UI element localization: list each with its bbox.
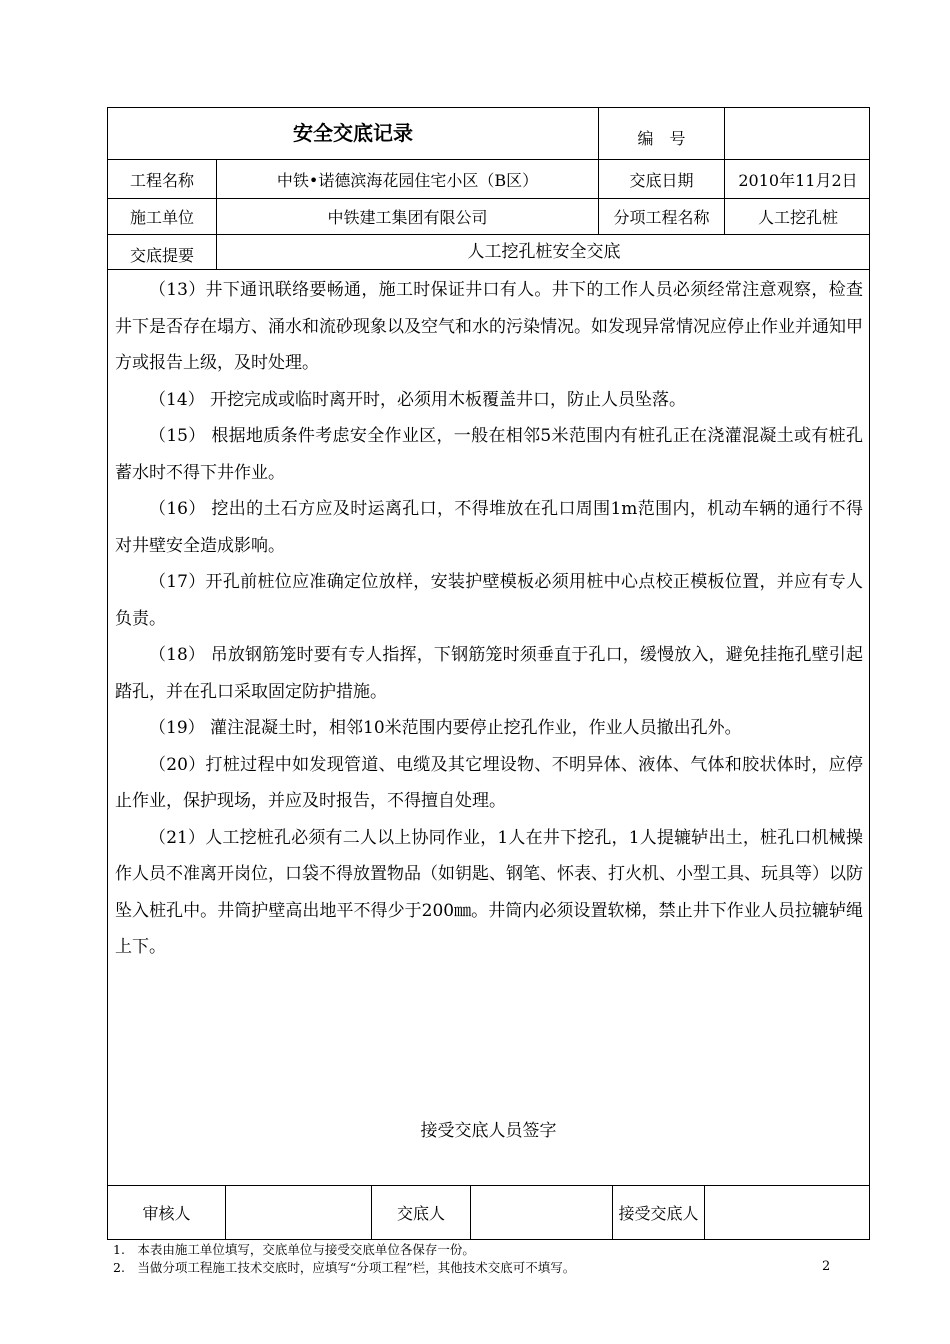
title-row	[108, 108, 869, 160]
project-name-label: 工程名称	[129, 170, 194, 190]
signature-row	[108, 1185, 869, 1239]
reviewer-label: 审核人	[142, 1204, 191, 1223]
page-number: 2	[822, 1259, 831, 1274]
project-name-value[interactable]: 中铁•诺德滨海花园住宅小区（B区）	[216, 160, 598, 198]
paragraph-20: （20）打桩过程中如发现管道、电缆及其它埋设物、不明异体、液体、气体和胶状体时，应停止作业，保护现场，并应及时报告，不得擅自处理。	[115, 754, 863, 811]
paragraph-16: （16） 挖出的土石方应及时运离孔口，不得堆放在孔口周围1m范围内，机动车辆的通行不得对井壁安全造成影响。	[115, 499, 863, 556]
paragraph-14: （14） 开挖完成或临时离开时，必须用木板覆盖井口，防止人员坠落。	[149, 389, 687, 410]
sub-project-label: 分项工程名称	[598, 199, 724, 234]
receiver-label: 接受交底人	[612, 1186, 704, 1239]
paragraph-19: （19） 灌注混凝土时，相邻10米范围内要停止挖孔作业，作业人员撤出孔外。	[149, 718, 742, 738]
project-row	[108, 160, 869, 199]
summary-row	[108, 235, 869, 270]
receiver-value[interactable]	[704, 1186, 871, 1239]
note-1: 1. 本表由施工单位填写，交底单位与接受交底单位各保存一份。	[113, 1242, 475, 1257]
disclosure-record-form	[107, 107, 870, 1240]
paragraph-21: （21）人工挖桩孔必须有二人以上协同作业，1人在井下挖孔，1人提辘轳出土，桩孔口机械操作人员不准离开岗位，口袋不得放置物品（如钥匙、钢笔、怀表、打火机、小型工具、玩具等）以防坠入桩孔中。井筒护壁高出地平不得少于200㎜。井筒内必须设置软梯，禁止井下作业人员拉辘轳绳上下。	[115, 827, 863, 957]
sub-project-value[interactable]: 人工挖孔桩	[724, 199, 871, 234]
paragraph-13: （13）井下通讯联络要畅通，施工时保证井口有人。井下的工作人员必须经常注意观察，检查井下是否存在塌方、涌水和流砂现象以及空气和水的污染情况。如发现异常情况应停止作业并通知甲方或报告上级，及时处理。	[115, 280, 863, 373]
contractor-row	[108, 199, 869, 235]
number-value[interactable]	[724, 108, 871, 159]
contractor-value[interactable]: 中铁建工集团有限公司	[216, 199, 598, 234]
paragraph-15: （15） 根据地质条件考虑安全作业区，一般在相邻5米范围内有桩孔正在浇灌混凝土或有桩孔蓄水时不得下井作业。	[115, 426, 863, 483]
note-2: 2. 当做分项工程施工技术交底时，应填写“分项工程”栏，其他技术交底可不填写。	[113, 1260, 576, 1275]
reviewer-value[interactable]	[225, 1186, 371, 1239]
paragraph-17: （17）开孔前桩位应准确定位放样，安装护壁模板必须用桩中心点校正模板位置，并应有专人负责。	[115, 572, 863, 629]
form-title: 安全交底记录	[293, 121, 413, 145]
summary-value[interactable]: 人工挖孔桩安全交底	[216, 235, 871, 269]
signature-label: 接受交底人员签字	[420, 1121, 557, 1141]
date-value[interactable]: 2010年11月2日	[724, 160, 871, 198]
discloser-label: 交底人	[371, 1186, 470, 1239]
date-label: 交底日期	[598, 160, 724, 198]
paragraph-18: （18） 吊放钢筋笼时要有专人指挥，下钢筋笼时须垂直于孔口，缓慢放入，避免挂拖孔壁引起踏孔，并在孔口采取固定防护措施。	[115, 645, 863, 702]
form-notes	[113, 1241, 833, 1277]
number-label: 编 号	[598, 108, 724, 159]
discloser-value[interactable]	[470, 1186, 612, 1239]
contractor-label: 施工单位	[129, 208, 194, 227]
disclosure-content	[108, 272, 869, 966]
summary-label: 交底提要	[129, 245, 194, 265]
